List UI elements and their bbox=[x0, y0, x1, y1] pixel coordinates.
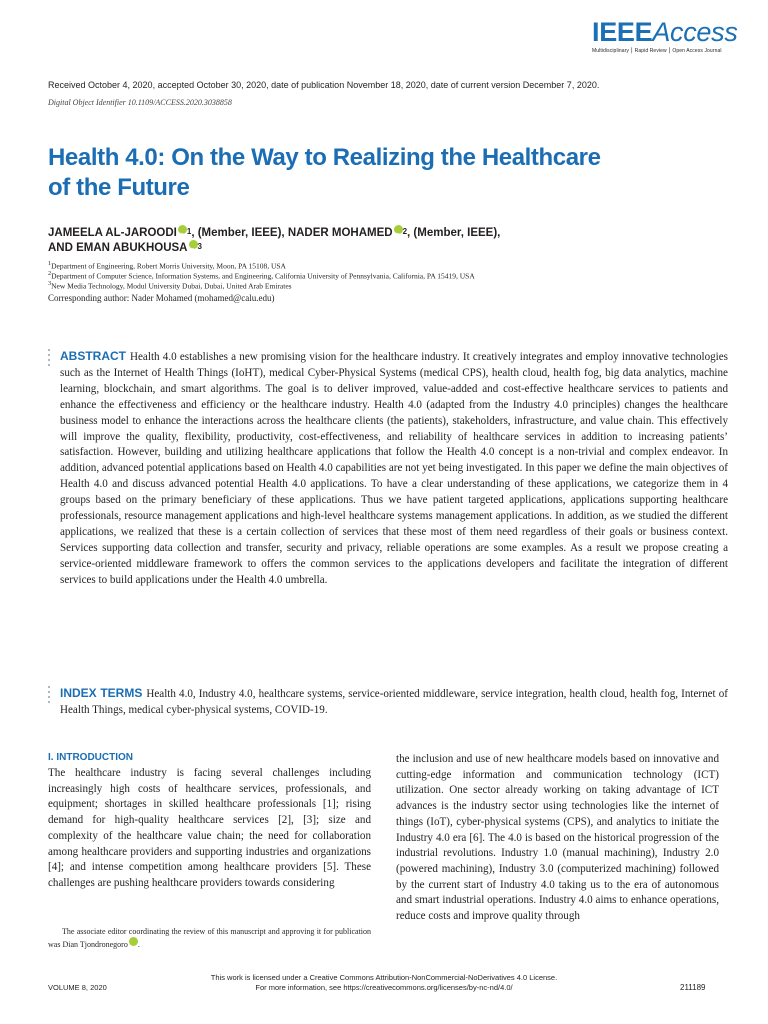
logo-access: Access bbox=[652, 17, 738, 47]
intro-paragraph: The healthcare industry is facing several challenges including increasingly high costs of healthcare services, professionals, and equipment; shortages in skilled healthcare professionals [1]; rising demand for high-quality healthcare services [2], [3]; size and complexity of the healthcare value chain; the need for collaboration among healthcare providers and supporting industries and organizations [4]; and intense competition among healthcare providers [5]. These challenges are pushing healthcare providers towards considering bbox=[48, 767, 371, 889]
paper-title: Health 4.0: On the Way to Realizing the Healthcare of the Future bbox=[48, 144, 601, 201]
section-heading: I. INTRODUCTION bbox=[48, 752, 133, 763]
affiliation-text: Department of Engineering, Robert Morris University, Moon, PA 15108, USA bbox=[51, 261, 286, 271]
abstract-text: Health 4.0 establishes a new promising vision for the healthcare industry. It creatively integrates and employ innovative technologies such as the Internet of Health Things (IoHT), medical Cyber-Physical Systems (medical CPS), health cloud, health fog, big data analytics, machine learning, blockchain, and smart algorithms. The goal is to deliver improved, value-added and cost-effective healthcare services to patients and enhance the effectiveness and efficiency or the healthcare industry. Health 4.0 (adapted from the Industry 4.0 principles) changes the healthcare business model to enhance the interactions across the healthcare clients (the patients), stakeholders, infrastructure, and value chain. This effectively will improve the quality, flexibility, productivity, cost-effectiveness, and reliability of healthcare services in addition to increasing patients’ satisfaction. However, building and utilizing healthcare applications that follow the Health 4.0 concept is a non-trivial and complex endeavor. In addition, advanced potential applications based on Health 4.0 capabilities are not yet being investigated. In this paper we define the main objectives of Health 4.0 and discuss advanced potential Health 4.0 applications. To have a clear understanding of these applications, we categorize them in 4 groups based on the primary beneficiary of these applications. Thus we have patient targeted applications, applications supporting healthcare professionals, resource management applications and high-level healthcare systems management applications. In addition, as we studied the different applications, we realized that these is a certain collection of services that these most of them need regardless of their goals or business context. Services supporting data collection and transfer, security and privacy, reliable operations are some examples. As a result we propose creating a service-oriented middleware framework to offers the common services to the applications developers and facilitate the integration of different services to build applications under the Health 4.0 umbrella. bbox=[60, 351, 728, 586]
affiliation-text: New Media Technology, Modul University Dubai, Dubai, United Arab Emirates bbox=[51, 281, 292, 291]
doi: Digital Object Identifier 10.1109/ACCESS.2020.3038858 bbox=[48, 98, 232, 107]
author-affil-num: 3 bbox=[197, 242, 202, 251]
author-member: , (Member, IEEE), bbox=[191, 227, 288, 239]
orcid-icon[interactable] bbox=[129, 937, 138, 946]
index-terms-text: Health 4.0, Industry 4.0, healthcare systems, service-oriented middleware, service integration, health cloud, health fog, Internet of Health Things, medical cyber-physical systems, COVID-19. bbox=[60, 688, 728, 716]
author-name: NADER MOHAMED bbox=[287, 227, 393, 239]
index-terms-label: INDEX TERMS bbox=[60, 686, 143, 700]
author-list bbox=[48, 226, 728, 256]
orcid-icon[interactable] bbox=[178, 225, 187, 234]
logo-tagline: Multidisciplinary ⎮ Rapid Review ⎮ Open Access Journal bbox=[592, 48, 722, 54]
abstract bbox=[60, 349, 728, 589]
license-link[interactable]: For more information, see https://creativecommons.org/licenses/by-nc-nd/4.0/ bbox=[255, 983, 513, 992]
received-dates: Received October 4, 2020, accepted October 30, 2020, date of publication November 18, 2020, date of current version December 7, 2020. bbox=[48, 80, 600, 90]
footer-volume: VOLUME 8, 2020 bbox=[48, 983, 107, 992]
author-member: , (Member, IEEE), bbox=[407, 227, 501, 239]
abstract-label: ABSTRACT bbox=[60, 349, 126, 363]
affiliation-num: 1 bbox=[48, 260, 52, 267]
logo-ieee: IEEE bbox=[592, 17, 653, 47]
author-name: JAMEELA AL-JAROODI bbox=[48, 227, 177, 239]
intro-left-column bbox=[48, 752, 371, 892]
orcid-icon[interactable] bbox=[189, 240, 198, 249]
journal-logo bbox=[592, 17, 738, 58]
editor-footnote bbox=[48, 925, 371, 951]
section-marker-icon bbox=[48, 349, 52, 369]
footer-license bbox=[190, 973, 578, 993]
affiliation-num: 2 bbox=[48, 270, 52, 277]
section-marker-icon bbox=[48, 686, 52, 706]
intro-right-column: the inclusion and use of new healthcare models based on innovative and cutting-edge information and communication technology (ICT) utilization. One sector already working on taking advantage of ICT advances is the industry sector using technologies like the internet of things (IoT), cyber-physical systems (CPS), and analytics to initiate the Industry 4.0 era [6]. The 4.0 is based on the historical progression of the industrial revolutions. Industry 1.0 (manual machining), Industry 2.0 (powered machining), Industry 3.0 (computerized machining) followed by the current start of Industry 4.0 taking us to the era of autonomous and smart industrial operations. Industry 4.0 aims to enhance operations, reduce costs and improve quality through bbox=[396, 753, 719, 923]
index-terms bbox=[60, 686, 728, 719]
author-affil-num: 2 bbox=[402, 227, 408, 236]
footnote-text: The associate editor coordinating the review of this manuscript and approving it for publication was Dian Tjondronegoro bbox=[48, 927, 371, 949]
corresponding-author: Corresponding author: Nader Mohamed (mohamed@calu.edu) bbox=[48, 293, 275, 303]
orcid-icon[interactable] bbox=[394, 225, 403, 234]
affiliation-text: Department of Computer Science, Information Systems, and Engineering, California University of Pennsylvania, California, PA 15419, USA bbox=[51, 271, 475, 281]
affiliation-3 bbox=[48, 279, 728, 292]
page-number: 211189 bbox=[680, 983, 706, 992]
author-affil-num: 1 bbox=[186, 227, 192, 236]
license-line: This work is licensed under a Creative Commons Attribution-NonCommercial-NoDerivatives 4.0 License. bbox=[210, 973, 558, 982]
affiliation-num: 3 bbox=[48, 280, 52, 287]
author-name: AND EMAN ABUKHOUSA bbox=[48, 242, 188, 254]
